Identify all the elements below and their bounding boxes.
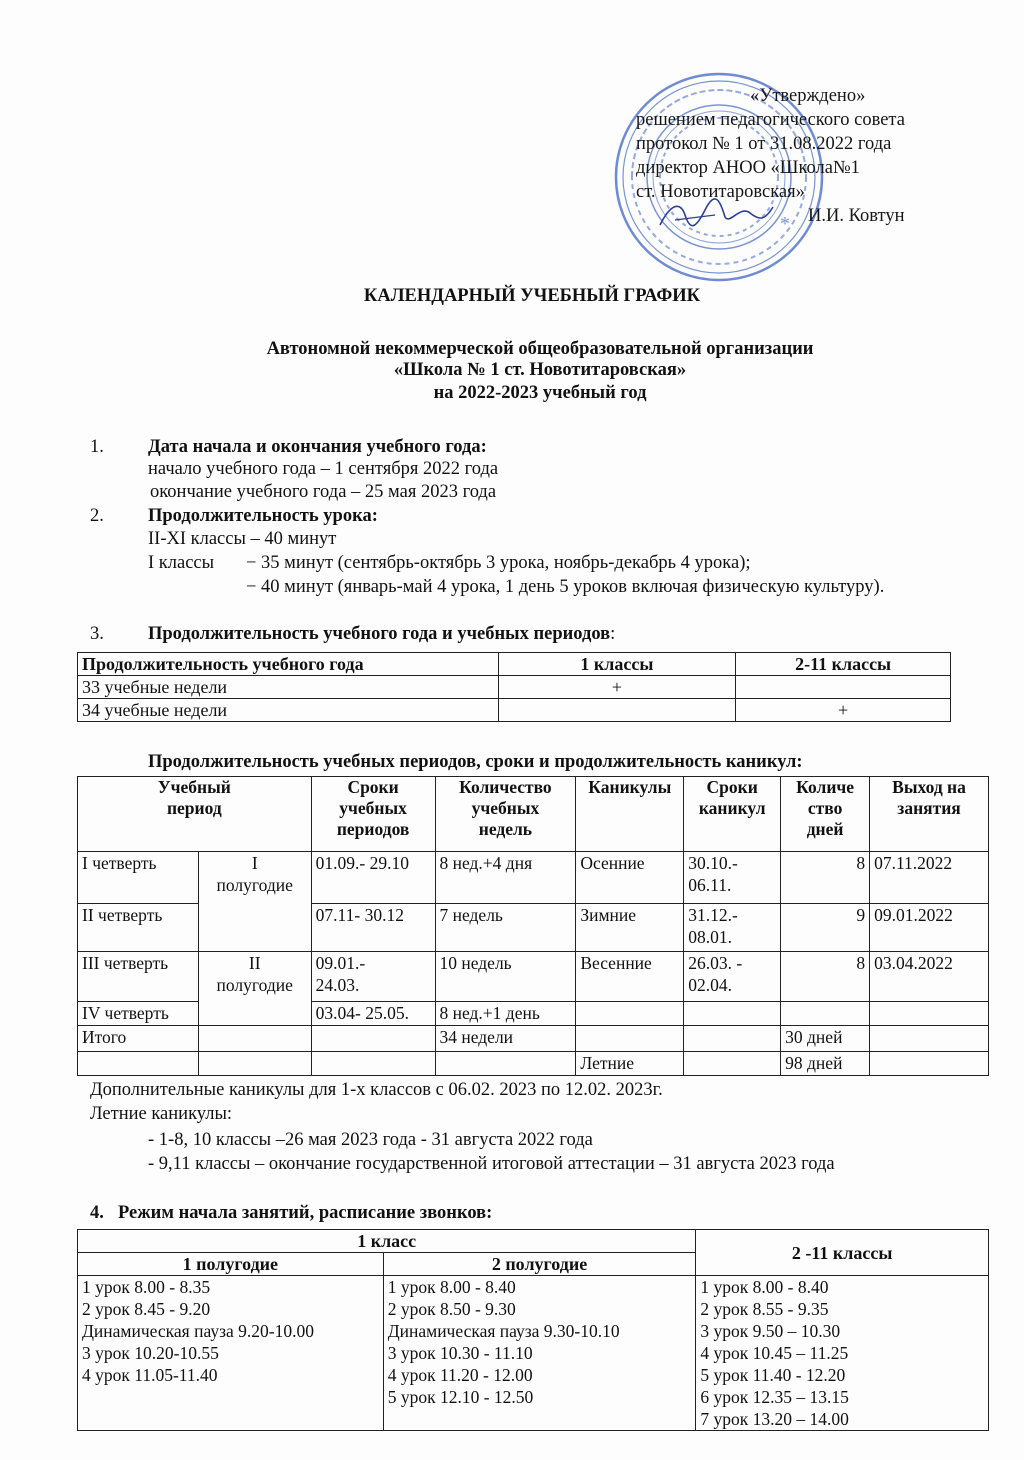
summer-holidays-grades-9-11: - 9,11 классы – окончание государственной итоговой аттестации – 31 августа 2023 года: [148, 1154, 835, 1174]
schedule-line: Динамическая пауза 9.20-10.00: [82, 1321, 314, 1341]
cell-terms: 01.09.- 29.10: [311, 852, 435, 904]
cell-days: [781, 1002, 870, 1026]
schedule-line: 3 урок 10.20-10.55: [82, 1343, 219, 1363]
cell-schedule-half1: [78, 1276, 384, 1431]
col-header-days: [781, 777, 870, 852]
year-duration-table: [77, 652, 951, 722]
half-line: полугодие: [216, 975, 293, 995]
periods-heading: Продолжительность учебных периодов, сроки и продолжительность каникул:: [148, 752, 803, 772]
cell-total-weeks: 34 недели: [435, 1026, 576, 1052]
table-header-row: [78, 653, 951, 676]
header-line: Сроки: [347, 777, 399, 797]
bell-schedule-table: [77, 1229, 989, 1431]
header-line: каникул: [698, 798, 766, 818]
header-line: дней: [806, 819, 844, 839]
study-periods-table: [77, 776, 989, 1076]
header-line: Количе: [796, 777, 855, 797]
schedule-line: 4 урок 11.05-11.40: [82, 1365, 218, 1385]
table-row: [78, 952, 989, 1002]
approval-director-name: И.И. Ковтун: [808, 206, 905, 226]
cell-empty: [198, 1026, 311, 1052]
header-line: занятия: [897, 798, 961, 818]
cell-quarter: II четверть: [78, 904, 199, 952]
cell-holiday: Весенние: [576, 952, 684, 1002]
cell-empty: [684, 1052, 781, 1076]
cell-return: [870, 1002, 989, 1026]
schedule-line: 3 урок 9.50 – 10.30: [700, 1321, 841, 1341]
cell-empty: [576, 1026, 684, 1052]
section2-heading: Продолжительность урока:: [148, 506, 378, 526]
col-header-grade1: 1 класс: [78, 1230, 696, 1253]
col-header-holidays: [576, 777, 684, 852]
cell-holiday-terms: [684, 952, 781, 1002]
col-header-weeks: [435, 777, 576, 852]
cell-holiday: Зимние: [576, 904, 684, 952]
cell-holiday: [576, 1002, 684, 1026]
header-line: Количество: [459, 777, 552, 797]
section2-number: 2.: [90, 506, 104, 526]
table-row: [78, 699, 951, 722]
table-row: [78, 676, 951, 699]
section4-heading: Режим начала занятий, расписание звонков:: [118, 1203, 493, 1223]
document-title: КАЛЕНДАРНЫЙ УЧЕБНЫЙ ГРАФИК: [363, 286, 701, 306]
table-header-row: [78, 1230, 989, 1253]
header-line: Учебный: [157, 777, 231, 797]
cell-summer-days: 98 дней: [781, 1052, 870, 1076]
col-header-period: [78, 777, 312, 852]
svg-text:*: *: [780, 213, 790, 235]
cell-total-label: Итого: [78, 1026, 199, 1052]
table-header-row: [78, 777, 989, 852]
cell-summer-holiday: Летние: [576, 1052, 684, 1076]
header-line: Сроки: [706, 777, 758, 797]
term-line: 08.01.: [688, 927, 732, 947]
cell-terms: 07.11- 30.12: [311, 904, 435, 952]
approval-protocol: протокол № 1 от 31.08.2022 года: [636, 134, 892, 154]
schedule-line: 6 урок 12.35 – 13.15: [700, 1387, 849, 1407]
cell-weeks: 7 недель: [435, 904, 576, 952]
schedule-line: Динамическая пауза 9.30-10.10: [387, 1321, 620, 1341]
cell-terms: [311, 952, 435, 1002]
cell-weeks: 8 нед.+4 дня: [435, 852, 576, 904]
cell-half-year: [198, 952, 311, 1026]
cell-return: 07.11.2022: [870, 852, 989, 904]
cell-weeks: 8 нед.+1 день: [435, 1002, 576, 1026]
summer-holidays-grades-1-10: - 1-8, 10 классы –26 мая 2023 года - 31 августа 2022 года: [148, 1130, 593, 1150]
summer-holidays-heading: Летние каникулы:: [90, 1104, 233, 1124]
schedule-line: 1 урок 8.00 - 8.35: [82, 1277, 211, 1297]
section1-number: 1.: [90, 437, 104, 457]
cell-days: 8: [781, 952, 870, 1002]
section1-end: окончание учебного года – 25 мая 2023 года: [150, 482, 497, 502]
header-line: учебных: [339, 798, 407, 818]
cell-return: 03.04.2022: [870, 952, 989, 1002]
section3-colon: :: [610, 624, 616, 644]
section3-heading-line: [148, 624, 615, 645]
col-header-duration: Продолжительность учебного года: [78, 653, 499, 676]
cell-weeks: 10 недель: [435, 952, 576, 1002]
cell-holiday-terms: [684, 904, 781, 952]
term-line: 26.03. -: [688, 953, 743, 973]
col-header-half1: 1 полугодие: [78, 1253, 384, 1276]
cell-mark: +: [736, 699, 951, 722]
approval-council: решением педагогического совета: [636, 110, 905, 130]
director-signature: [655, 195, 775, 235]
cell-quarter: IV четверть: [78, 1002, 199, 1026]
term-line: 30.10.-: [688, 853, 738, 873]
schedule-line: 1 урок 8.00 - 8.40: [700, 1277, 829, 1297]
cell-empty: [870, 1052, 989, 1076]
cell-holiday-terms: [684, 852, 781, 904]
table-row-summer: [78, 1052, 989, 1076]
section1-heading: Дата начала и окончания учебного года:: [148, 437, 487, 457]
cell-empty: [435, 1052, 576, 1076]
cell-holiday-terms: [684, 1002, 781, 1026]
schedule-line: 5 урок 11.40 - 12.20: [700, 1365, 846, 1385]
cell-empty: [684, 1026, 781, 1052]
cell-empty: [870, 1026, 989, 1052]
schedule-line: 2 урок 8.50 - 9.30: [387, 1299, 516, 1319]
cell-empty: [311, 1026, 435, 1052]
section2-senior: II-XI классы – 40 минут: [148, 529, 337, 549]
col-header-grades-2-11: 2 -11 классы: [696, 1230, 989, 1276]
col-header-return: [870, 777, 989, 852]
cell-empty: [78, 1052, 199, 1076]
term-line: 02.04.: [688, 975, 732, 995]
col-header-terms: [311, 777, 435, 852]
academic-year: на 2022-2023 учебный год: [433, 383, 647, 403]
org-name-line1: Автономной некоммерческой общеобразовательной организации: [266, 339, 814, 359]
section3-heading: Продолжительность учебного года и учебных периодов: [148, 624, 611, 644]
cell-quarter: III четверть: [78, 952, 199, 1002]
cell-quarter: I четверть: [78, 852, 199, 904]
term-line: 06.11.: [688, 875, 732, 895]
term-line: 09.01.-: [315, 953, 366, 973]
term-line: 24.03.: [315, 975, 360, 995]
col-header-half2: 2 полугодие: [383, 1253, 696, 1276]
cell-mark: +: [498, 676, 736, 699]
col-header-holiday-terms: [684, 777, 781, 852]
schedule-line: 2 урок 8.55 - 9.35: [700, 1299, 829, 1319]
section1-start: начало учебного года – 1 сентября 2022 года: [148, 459, 499, 479]
table-row-total: [78, 1026, 989, 1052]
cell-empty: [198, 1052, 311, 1076]
header-line: учебных: [471, 798, 540, 818]
schedule-line: 4 урок 10.45 – 11.25: [700, 1343, 849, 1363]
cell-days: 9: [781, 904, 870, 952]
header-line: Каникулы: [588, 777, 672, 797]
cell-mark: [498, 699, 736, 722]
header-line: Выход на: [892, 777, 966, 797]
section3-number: 3.: [90, 624, 104, 644]
approval-label: «Утверждено»: [750, 86, 866, 106]
section2-first-spring: − 40 минут (январь-май 4 урока, 1 день 5 уроков включая физическую культуру).: [246, 577, 885, 597]
cell-schedule-senior: [696, 1276, 989, 1431]
schedule-line: 7 урок 13.20 – 14.00: [700, 1409, 849, 1429]
cell-holiday: Осенние: [576, 852, 684, 904]
cell-total-days: 30 дней: [781, 1026, 870, 1052]
cell-mark: [736, 676, 951, 699]
table-row: [78, 852, 989, 904]
cell-terms: 03.04- 25.05.: [311, 1002, 435, 1026]
approval-director: директор АНОО «Школа№1: [636, 158, 860, 178]
half-line: II: [248, 953, 261, 973]
section2-first-label: I классы: [148, 553, 215, 573]
cell-weeks: 34 учебные недели: [78, 699, 499, 722]
schedule-line: 1 урок 8.00 - 8.40: [387, 1277, 516, 1297]
header-line: период: [166, 798, 222, 818]
cell-days: 8: [781, 852, 870, 904]
schedule-line: 3 урок 10.30 - 11.10: [387, 1343, 533, 1363]
cell-empty: [311, 1052, 435, 1076]
cell-return: 09.01.2022: [870, 904, 989, 952]
cell-weeks: 33 учебные недели: [78, 676, 499, 699]
header-line: периодов: [336, 819, 410, 839]
cell-schedule-half2: [383, 1276, 696, 1431]
half-line: полугодие: [216, 875, 293, 895]
term-line: 31.12.-: [688, 905, 738, 925]
org-name-line2: «Школа № 1 ст. Новотитаровская»: [393, 360, 687, 380]
schedule-line: 4 урок 11.20 - 12.00: [387, 1365, 533, 1385]
col-header-grade1: 1 классы: [498, 653, 736, 676]
section2-first-autumn: − 35 минут (сентябрь-октябрь 3 урока, ноябрь-декабрь 4 урока);: [246, 553, 751, 573]
header-line: ство: [807, 798, 843, 818]
schedule-line: 2 урок 8.45 - 9.20: [82, 1299, 211, 1319]
section4-number: 4.: [90, 1203, 104, 1223]
cell-half-year: [198, 852, 311, 952]
approval-school: ст. Новотитаровская»: [636, 182, 805, 202]
extra-holidays-note: Дополнительные каникулы для 1-х классов с 06.02. 2023 по 12.02. 2023г.: [90, 1080, 663, 1100]
schedule-line: 5 урок 12.10 - 12.50: [387, 1387, 534, 1407]
table-row: [78, 1276, 989, 1431]
col-header-grade2-11: 2-11 классы: [736, 653, 951, 676]
header-line: недель: [478, 819, 533, 839]
half-line: I: [251, 853, 258, 873]
